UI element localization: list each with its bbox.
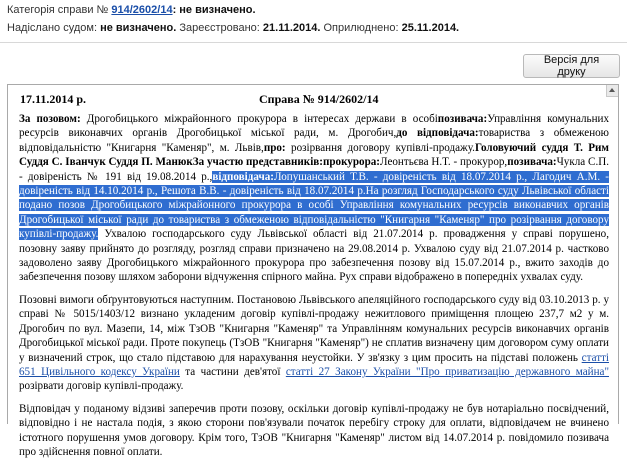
judges-text: Головуючий суддя Т. Рим Суддя С. Іванчук Суддя П. Манюк [19,141,609,169]
document-body [19,112,609,467]
published-value: 25.11.2014. [401,22,460,34]
representatives-label: За участю представників: [192,156,323,169]
privatization-law-link[interactable]: статті 27 Закону України "Про приватизацію державного майна" [285,365,609,378]
document-date: 17.11.2014 р. [20,92,87,106]
response-text: Відповідач у поданому відзиві заперечив проти позову, оскільки договір купівлі-продажу не був нотаріально посвідчений, відповідно і не настала подія, з якою сторони пов'язували початок перебігу строку для оплати, відповідачем не вчинено істотного порушення умов договору. Крім того, ТзОВ "Книгарня "Каменяр" листом від 14.07.2014 р. повідомило позивача про здійснення повної оплати. [19,402,609,458]
print-version-button[interactable]: Версія для друку [523,54,620,78]
plaintiff-rep-label: позивача: [507,156,557,169]
plaintiff-text: Управління комунальних ресурсів виконавчих органів Дрогобицької міської ради, м. Дрогобич, [19,113,610,140]
plaintiff-label: позивача: [437,113,488,125]
defendant-text: товариства з обмеженою відповідальністю "Книгарня "Каменяр", м. Львів, [19,127,609,154]
grounds-text-3: розірвати договір купівлі-продажу. [19,380,184,393]
prosecutor-text: Леонтьєва Н.Т. - прокурор, [380,156,508,169]
paragraph-response [19,402,609,460]
case-number-link[interactable]: 914/2602/14 [111,4,173,16]
claim-label: За позовом: [19,113,81,125]
grounds-text: Позовні вимоги обґрунтовуються наступним. Постановою Львівського апеляційного господарського суду від 03.10.2013 р. у справі № 5015/1403/12 визнано укладеним договір купівлі-продажу нежитлового приміщення площею 237,7 м2 у м. Дрогобич по вул. Мазепи, 14, між ТзОВ "Книгарня "Каменяр" та Управлінням комунальних ресурсів виконавчих органів Дрогобицької міської ради. Проте покупець (ТзОВ "Книгарня "Каменяр") не сплатив визначену цим договором суму оплати у визначений строк, що стало підставою для нарахування неустойки. У зв'язку з цим просить на підставі положень [19,293,609,364]
prosecutor-label: прокурора: [322,156,380,169]
divider [0,42,627,43]
civil-code-link[interactable]: статті 651 Цивільного кодексу України [19,351,609,378]
claim-text: Дрогобицького міжрайонного прокурора в інтересах держави в особі [80,113,438,125]
registered-label: Зареєстровано: [179,22,260,34]
subject-label: про: [263,141,286,154]
case-title: Справа № 914/2602/14 [259,92,379,106]
defendant-rep-text: Лопушанський Т.В. - довіреність від 18.07.2014 р., Лагодич А.М. - довіреність від 14.10.2014 р., Решота В.В. - довіреність від 18.07.2014 р.На розгляд Господарського суду Львівської області подано позов Дрогобицького міжрайонного прокурора в особі Управління комунальних ресурсів виконавчих органів Дрогобицької міської ради до товариства з обмеженою відповідальністю "Книгарня "Каменяр" про розірвання договору купівлі-продажу. [19,170,609,241]
proceedings-text: Ухвалою господарського суду Львівської області від 21.07.2014 р. провадження у справі порушено, позовну заяву прийнято до розгляду, розгляд справи призначено на 29.08.2014 р. Ухвалою суду від 21.07.2014 р. частково задоволено заяву Дрогобицького міжрайонного прокурора про забезпечення позову від 15.07.2014 р., вжито заходів до забезпечення позову шляхом заборони відчуження спірного майна. Рух справи відображено в попередніх ухвалах суду. [19,228,609,284]
sent-value: не визначено. [100,22,177,34]
category-value: : не визначено. [172,4,256,16]
plaintiff-rep-text: Чукла С.П. - довіреність № 191 від 19.08.2014 р., [19,156,609,183]
paragraph-grounds [19,293,609,394]
published-label: Оприлюднено: [323,22,399,34]
category-label: Категорія справи № [7,4,109,16]
subject-text: розірвання договору купівлі-продажу. [285,141,475,154]
registered-value: 21.11.2014. [262,22,321,34]
category-line [7,4,256,16]
paragraph-claim [19,112,609,285]
document-frame[interactable] [7,84,619,458]
sent-label: Надіслано судом: [7,22,97,34]
grounds-text-2: та частини дев'ятої [179,365,286,378]
defendant-rep-label: відповідача: [212,170,274,183]
defendant-label: до відповідача: [396,127,479,140]
scroll-up-arrow-icon[interactable] [606,85,618,97]
dates-line [7,22,459,34]
